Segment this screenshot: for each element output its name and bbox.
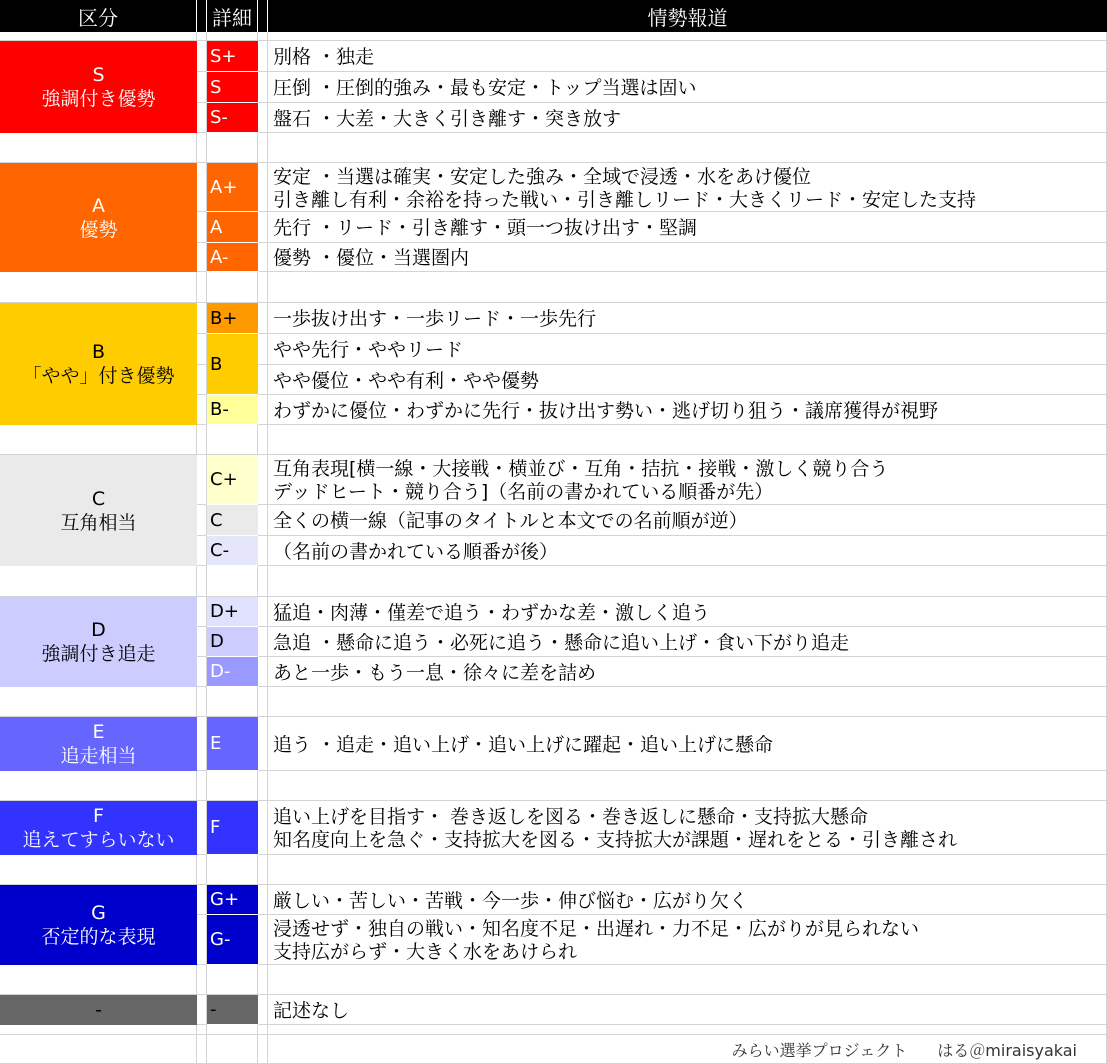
grade-cell-b-minus [207,395,258,425]
grade-cell-a-minus [207,243,258,272]
report-cell-c-minus [268,536,1107,566]
grade-label: C [210,509,223,531]
grade-label: D- [210,661,231,682]
report-cell-g-plus [268,885,1107,915]
footer-author: はる＠miraisyakai [937,1041,1077,1060]
category-code: B [91,341,106,363]
category-cell-d [0,597,197,687]
grade-label: D [210,631,224,652]
grade-cell-g-plus [207,885,258,915]
grade-label: D+ [210,601,239,622]
grade-label: S [210,76,222,98]
grade-cell-s-minus [207,103,258,133]
grade-label: G+ [210,889,240,910]
grade-label: C+ [210,469,238,490]
grade-cell-b [207,334,258,395]
report-cell-g-minus [268,915,1107,965]
category-cell-b [0,303,197,425]
header-spacer [197,0,207,32]
report-cell-c-plus [268,455,1107,505]
header-category-label: 区分 [78,5,118,30]
category-code: C [91,487,106,510]
category-cell-a [0,163,197,272]
report-cell-s-plus [268,41,1107,72]
report-text: やや優位・やや有利・やや優勢 [273,369,540,392]
report-text: 先行 ・リード・引き離す・頭一つ抜け出す・堅調 [273,217,698,239]
grade-label: E [210,733,222,754]
report-text: 支持広がらず・大きく水をあけられ [273,941,578,963]
grade-cell-none [207,995,258,1025]
grade-label: S- [210,107,228,128]
report-cell-b-plus [268,303,1107,334]
report-text: 圧倒 ・圧倒的強み・最も安定・トップ当選は固い [273,77,697,99]
report-cell-c [268,505,1107,536]
grade-label: A [210,216,223,238]
report-text: 追い上げを目指す・ 巻き返しを図る・巻き返しに懸命・支持拡大懸命 [273,806,869,828]
report-cell-a-plus [268,163,1107,212]
footer-credit [268,1035,1107,1064]
header-reports-label: 情勢報道 [647,5,728,30]
grade-label: - [210,999,217,1020]
category-label: 追えてすらいない [22,829,175,851]
report-text: 浸透せず・独自の戦い・知名度不足・出遅れ・力不足・広がりが見られない [273,918,920,940]
report-text: 互角表現[横一線・大接戦・横並び・互角・拮抗・接戦・激しく競り合う [273,458,889,480]
category-code: E [92,721,105,743]
grade-cell-a-plus [207,163,258,212]
category-label: 強調付き追走 [41,643,156,665]
report-text: 知名度向上を急ぐ・支持拡大を図る・支持拡大が課題・遅れをとる・引き離され [273,829,958,851]
report-cell-f [268,801,1107,855]
category-code: - [95,999,102,1021]
report-cell-b-minus [268,395,1107,425]
report-text: （名前の書かれている順番が後） [273,540,559,563]
category-label: 「やや」付き優勢 [22,365,175,387]
grade-label: B [210,353,223,375]
report-text: デッドヒート・競り合う]（名前の書かれている順番が先） [273,481,774,503]
report-cell-b [268,365,1107,395]
report-cell-d-plus [268,597,1107,627]
report-text: わずかに優位・わずかに先行・抜け出す勢い・逃げ切り狙う・議席獲得が視野 [273,399,939,422]
grade-cell-d-plus [207,597,258,627]
category-code: D [91,619,106,641]
header-reports [268,0,1107,32]
category-code: A [92,194,105,217]
report-text: 猛追・肉薄・僅差で追う・わずかな差・激しく追う [273,601,711,624]
grade-cell-c-plus [207,455,258,505]
report-text: 追う ・追走・追い上げ・追い上げに躍起・追い上げに懸命 [273,733,774,756]
gridline-col [197,0,207,1064]
grade-cell-c [207,505,258,536]
report-text: 安定 ・当選は確実・安定した強み・全域で浸透・水をあけ優位 [273,165,812,188]
report-cell-a [268,212,1107,243]
grade-label: B+ [210,307,238,329]
grade-cell-c-minus [207,536,258,566]
report-cell-b [268,334,1107,365]
category-code: S [92,64,105,86]
report-text: 優勢 ・優位・当選圏内 [273,247,470,269]
report-cell-s [268,72,1107,103]
report-text: やや先行・ややリード [273,339,464,361]
header-category [0,0,197,32]
category-cell-g [0,885,197,965]
report-text: 急追 ・懸命に追う・必死に追う・懸命に追い上げ・食い下がり追走 [273,631,850,654]
category-label: 否定的な表現 [41,926,156,948]
grade-cell-s [207,72,258,103]
report-text: あと一歩・もう一息・徐々に差を詰め [273,661,597,684]
grade-label: F [210,817,221,838]
category-cell-s [0,41,197,133]
report-text: 記述なし [273,999,350,1022]
report-cell-d [268,627,1107,657]
grade-cell-e [207,717,258,771]
category-cell-e [0,717,197,771]
grade-cell-d [207,627,258,657]
header-spacer [258,0,268,32]
grade-cell-g-minus [207,915,258,965]
grade-label: S+ [210,45,237,67]
grade-label: C- [210,540,230,561]
grade-cell-b-plus [207,303,258,334]
report-cell-e [268,717,1107,771]
grade-cell-f [207,801,258,855]
header-detail-label: 詳細 [212,5,252,30]
header-detail [207,0,258,32]
category-label: 強調付き優勢 [41,88,156,110]
grade-label: A+ [210,176,238,198]
gridline-col [258,0,268,1064]
category-label: 追走相当 [60,745,137,767]
category-code: F [93,805,104,827]
report-cell-none [268,995,1107,1025]
report-text: 厳しい・苦しい・苦戦・今一歩・伸び悩む・広がり欠く [273,889,749,912]
report-cell-d-minus [268,657,1107,687]
grade-label: G- [210,929,231,950]
category-label: 優勢 [79,218,118,241]
grade-cell-d-minus [207,657,258,687]
category-code: G [91,902,106,924]
report-text: 別格 ・独走 [273,46,375,68]
report-text: 盤石 ・大差・大きく引き離す・突き放す [273,107,622,130]
report-text: 引き離し有利・余裕を持った戦い・引き離しリード・大きくリード・安定した支持 [273,188,977,211]
grade-cell-s-plus [207,41,258,72]
report-cell-s-minus [268,103,1107,133]
footer-project: みらい選挙プロジェクト [731,1041,908,1060]
grade-cell-a [207,212,258,243]
report-cell-a-minus [268,243,1107,272]
grade-label: B- [210,399,229,420]
report-text: 一歩抜け出す・一歩リード・一歩先行 [273,308,597,330]
grade-label: A- [210,246,229,268]
category-cell-c [0,455,197,566]
category-cell-f [0,801,197,855]
report-text: 全くの横一線（記事のタイトルと本文での名前順が逆） [273,510,748,532]
category-cell-none [0,995,197,1025]
category-label: 互角相当 [60,511,137,534]
